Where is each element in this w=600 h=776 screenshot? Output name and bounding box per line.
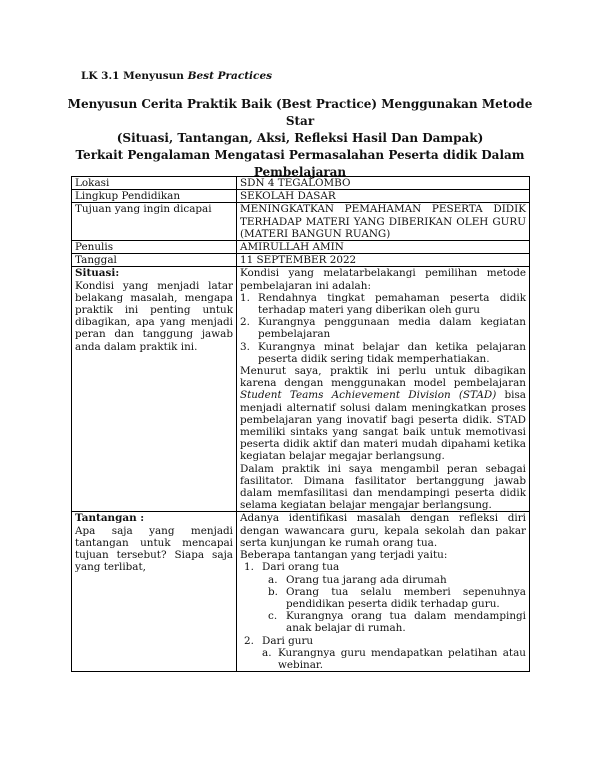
tantangan-heading: Tantangan : <box>75 512 145 525</box>
situasi-intro: Kondisi yang melatarbelakangi pemilihan metode pembelajaran ini adalah: <box>240 267 526 292</box>
list-number: 3. <box>240 340 250 353</box>
tantangan-row <box>72 512 530 672</box>
tantangan-intro: Adanya identifikasi masalah dengan refleksi diri dengan wawancara guru, kepala sekolah dan pakar serta kunjungan ke rumah orang tua. <box>240 512 526 549</box>
list-number: 2. <box>244 634 254 647</box>
list-letter: b. <box>268 585 278 598</box>
document-title <box>60 96 540 181</box>
tantangan-lead: Beberapa tantangan yang terjadi yaitu: <box>240 549 448 562</box>
list-number: 1. <box>244 561 254 574</box>
list-item <box>240 635 526 647</box>
paragraph-text: bisa menjadi alternatif solusi dalam meningkatkan proses pembelajaran yang inovatif bagi peserta didik. STAD memiliki sintaks yang sangat baik untuk memotivasi peserta didik aktif dan materi mudah dipahami ketika kegiatan belajar megajar berlangsung. <box>240 389 526 463</box>
list-letter: a. <box>262 646 272 659</box>
sub-list-item <box>240 586 526 610</box>
table-row <box>72 254 530 267</box>
situasi-row <box>72 267 530 512</box>
list-text: Kurangnya orang tua dalam mendampingi anak belajar di rumah. <box>286 610 526 635</box>
row-value: SEKOLAH DASAR <box>237 190 530 203</box>
sub-list-item <box>240 574 526 586</box>
tantangan-prompt: Apa saja yang menjadi tantangan untuk mencapai tujuan tersebut? Siapa saja yang terlibat, <box>75 524 233 574</box>
list-text: Rendahnya tingkat pemahaman peserta didik terhadap materi yang diberikan oleh guru <box>258 291 526 317</box>
sub-list-item <box>240 647 526 671</box>
list-text: Orang tua selalu memberi sepenuhnya pendidikan peserta didik terhadap guru. <box>286 585 526 610</box>
list-item <box>240 292 526 316</box>
list-number: 1. <box>240 291 250 304</box>
list-text: Dari guru <box>262 634 314 647</box>
row-value: AMIRULLAH AMIN <box>237 241 530 254</box>
list-text: Kurangnya guru mendapatkan pelatihan atau webinar. <box>278 646 526 671</box>
row-label: Lokasi <box>72 177 237 190</box>
row-label: Tanggal <box>72 254 237 267</box>
model-name: Student Teams Achievement Division (STAD) <box>240 389 497 402</box>
worksheet-label-text: LK 3.1 Menyusun <box>81 70 184 82</box>
situasi-prompt-cell <box>72 267 237 512</box>
list-letter: a. <box>268 573 278 586</box>
title-line-4: Pembelajaran <box>253 165 347 179</box>
row-value: SDN 4 TEGALOMBO <box>237 177 530 190</box>
list-text: Kurangnya penggunaan media dalam kegiatan pembelajaran <box>258 316 526 341</box>
table-row <box>72 177 530 190</box>
best-practice-table <box>71 176 530 672</box>
list-text: Orang tua jarang ada dirumah <box>286 573 447 586</box>
table-row <box>72 241 530 254</box>
title-line-2: (Situasi, Tantangan, Aksi, Refleksi Hasil Dan Dampak) <box>116 131 484 145</box>
list-letter: c. <box>268 610 278 623</box>
worksheet-label-italic: Best Practices <box>187 70 273 82</box>
row-value: MENINGKATKAN PEMAHAMAN PESERTA DIDIK TERHADAP MATERI YANG DIBERIKAN OLEH GURU (MATERI BANGUN RUANG) <box>237 203 530 241</box>
title-line-1: Menyusun Cerita Praktik Baik (Best Practice) Menggunakan Metode Star <box>67 97 533 128</box>
list-text: Kurangnya minat belajar dan ketika pelajaran peserta didik sering tidak memperhatiakan. <box>258 340 526 365</box>
row-label: Penulis <box>72 241 237 254</box>
row-value: 11 SEPTEMBER 2022 <box>237 254 530 267</box>
row-label: Lingkup Pendidikan <box>72 190 237 203</box>
situasi-paragraph-3: Dalam praktik ini saya mengambil peran sebagai fasilitator. Dimana fasilitator bertanggung jawab dalam memfasilitasi dan mendampingi peserta didik selama kegiatan belajar mengajar berlangsung. <box>240 462 526 512</box>
worksheet-label <box>81 70 272 82</box>
title-line-3: Terkait Pengalaman Mengatasi Permasalahan Peserta didik Dalam <box>75 148 525 162</box>
list-number: 2. <box>240 316 250 329</box>
paragraph-text: Menurut saya, praktik ini perlu untuk dibagikan karena dengan menggunakan model pembelajaran <box>240 365 526 390</box>
list-item <box>240 316 526 340</box>
situasi-paragraph-2 <box>240 365 526 463</box>
row-label: Tujuan yang ingin dicapai <box>72 203 237 241</box>
tantangan-prompt-cell <box>72 512 237 672</box>
situasi-heading: Situasi: <box>75 267 120 280</box>
tantangan-content-cell <box>237 512 530 672</box>
table-row <box>72 203 530 241</box>
situasi-content-cell <box>237 267 530 512</box>
list-text: Dari orang tua <box>262 561 340 574</box>
sub-list-item <box>240 610 526 634</box>
situasi-prompt: Kondisi yang menjadi latar belakang masalah, mengapa praktik ini penting untuk dibagikan, apa yang menjadi peran dan tanggung jawab anda dalam praktik ini. <box>75 279 233 353</box>
list-item <box>240 341 526 365</box>
list-item <box>240 561 526 573</box>
table-row <box>72 190 530 203</box>
